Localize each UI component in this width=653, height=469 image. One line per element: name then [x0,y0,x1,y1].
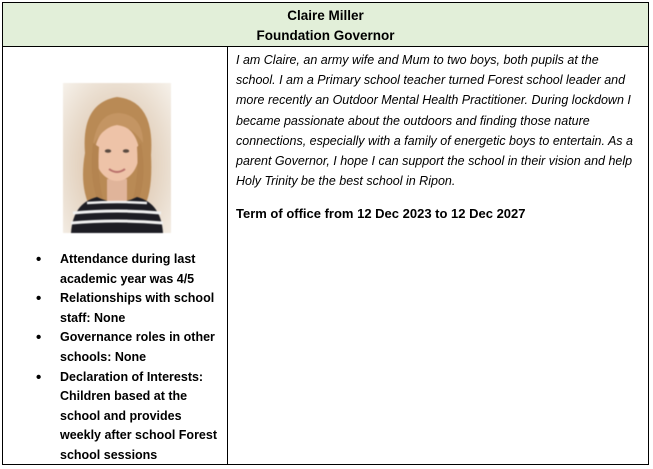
governor-photo [63,83,171,233]
fact-attendance: • Attendance during last academic year was 4/5 [3,250,225,289]
governor-bio: I am Claire, an army wife and Mum to two boys, both pupils at the school. I am a Primary school teacher turned Forest school leader and more recently an Outdoor Mental Health Practitioner. During lockdown I became passionate about the outdoors and finding those nature connections, especially with a family of energetic boys to entertain. As a parent Governor, I hope I can support the school in their vision and help Holy Trinity be the best school in Ripon. [236,53,633,189]
governor-role: Foundation Governor [256,28,395,43]
left-column [3,47,228,464]
governor-name: Claire Miller [287,8,364,23]
term-of-office: Term of office from 12 Dec 2023 to 12 Dec 2027 [236,206,526,221]
fact-governance-roles: • Governance roles in other schools: None [3,328,225,367]
fact-relationships: • Relationships with school staff: None [3,289,225,328]
fact-declaration-of-interests: • Declaration of Interests: Children based at the school and provides weekly after school Forest school sessions [3,368,225,466]
governor-facts-list [3,250,225,466]
header-row [3,3,648,47]
person-portrait-icon [63,83,171,233]
right-column [228,47,648,464]
governor-profile-table [2,2,649,465]
